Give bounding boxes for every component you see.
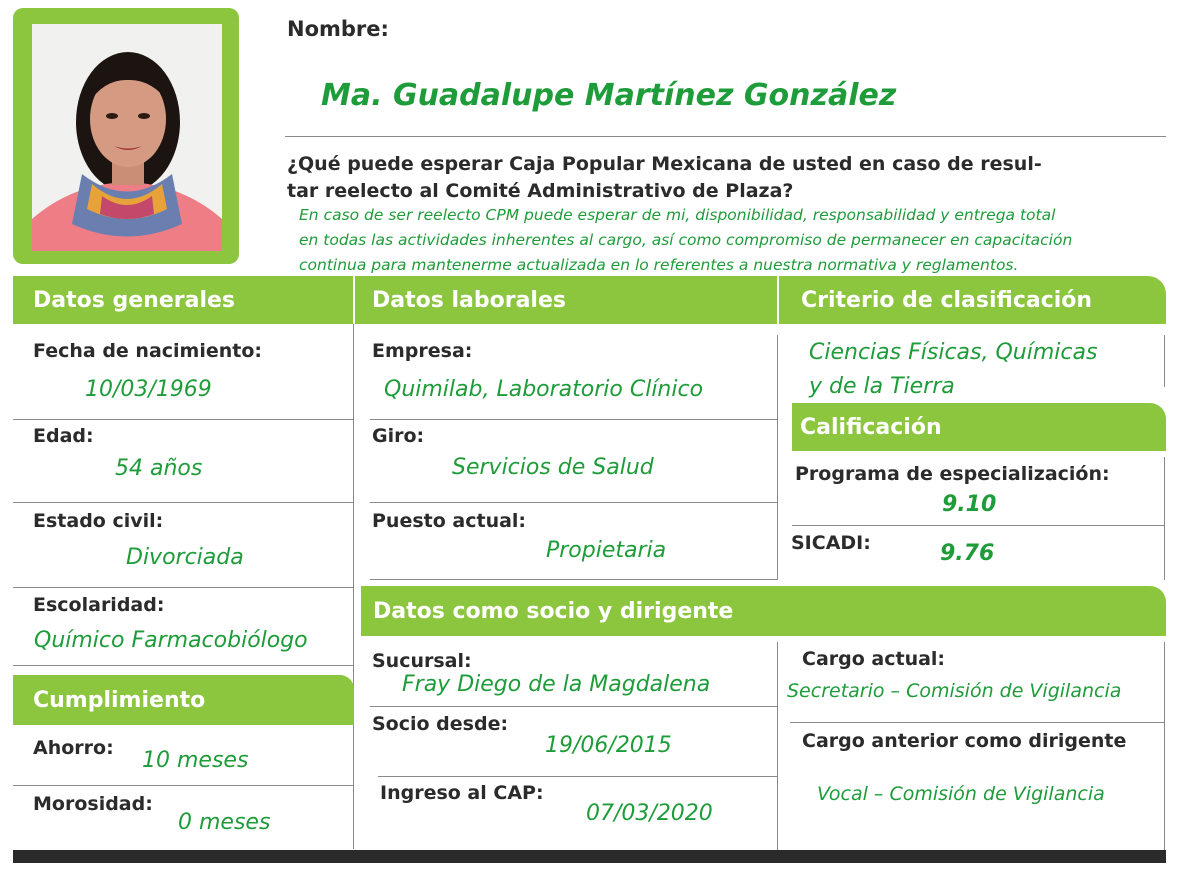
- answer-line-1: En caso de ser reelecto CPM puede esperar de mi, disponibilidad, responsabilidad y entrega total: [299, 206, 1056, 224]
- ahorro-value: 10 meses: [142, 748, 249, 773]
- candidate-photo: [32, 24, 222, 251]
- socio-header: Datos como socio y dirigente: [361, 586, 1166, 636]
- cargo-actual-label: Cargo actual:: [802, 648, 946, 670]
- column-divider: [777, 335, 778, 580]
- fecha-label: Fecha de nacimiento:: [33, 340, 263, 362]
- row-divider: [370, 419, 777, 420]
- row-divider: [370, 706, 777, 707]
- answer-line-2: en todas las actividades inherentes al cargo, así como compromiso de permanecer en capacitación: [299, 231, 1073, 249]
- criterio-line-2: y de la Tierra: [809, 374, 955, 399]
- empresa-value: Quimilab, Laboratorio Clínico: [384, 377, 704, 402]
- row-divider: [13, 419, 353, 420]
- row-divider: [370, 579, 777, 580]
- row-divider: [13, 502, 353, 503]
- socio-desde-value: 19/06/2015: [545, 733, 672, 758]
- datos-generales-header: Datos generales: [13, 276, 353, 324]
- sicadi-label: SICADI:: [791, 532, 871, 554]
- socio-desde-label: Socio desde:: [372, 713, 509, 735]
- puesto-value: Propietaria: [546, 538, 667, 563]
- row-divider: [13, 785, 353, 786]
- cargo-anterior-value: Vocal – Comisión de Vigilancia: [817, 783, 1105, 805]
- row-divider: [378, 776, 777, 777]
- column-divider: [1164, 335, 1165, 387]
- ingreso-value: 07/03/2020: [586, 801, 713, 826]
- datos-laborales-header: Datos laborales: [355, 276, 777, 324]
- cargo-anterior-label: Cargo anterior como dirigente: [802, 730, 1127, 752]
- cargo-actual-value: Secretario – Comisión de Vigilancia: [787, 680, 1122, 702]
- fecha-value: 10/03/1969: [85, 377, 212, 402]
- bottom-bar: [13, 850, 1166, 863]
- row-divider: [790, 722, 1164, 723]
- empresa-label: Empresa:: [372, 340, 473, 362]
- column-divider: [353, 324, 354, 849]
- sicadi-value: 9.76: [940, 541, 995, 566]
- question-line-1: ¿Qué puede esperar Caja Popular Mexicana de usted en caso de resul-: [287, 153, 1042, 175]
- programa-value: 9.10: [942, 492, 997, 517]
- answer-line-3: continua para mantenerme actualizada en lo referentes a nuestra normativa y reglamentos.: [299, 256, 1019, 274]
- sucursal-label: Sucursal:: [372, 650, 472, 672]
- morosidad-value: 0 meses: [178, 810, 271, 835]
- puesto-label: Puesto actual:: [372, 510, 527, 532]
- question-line-2: tar reelecto al Comité Administrativo de Plaza?: [287, 180, 794, 202]
- criterio-line-1: Ciencias Físicas, Químicas: [809, 340, 1098, 365]
- row-divider: [370, 502, 777, 503]
- criterio-header: Criterio de clasificación: [779, 276, 1166, 324]
- escolaridad-label: Escolaridad:: [33, 594, 165, 616]
- morosidad-label: Morosidad:: [33, 793, 153, 815]
- edad-label: Edad:: [33, 425, 94, 447]
- column-divider: [777, 642, 778, 850]
- column-divider: [1164, 642, 1165, 850]
- estado-civil-label: Estado civil:: [33, 510, 164, 532]
- name-divider: [285, 136, 1166, 137]
- programa-label: Programa de especialización:: [795, 463, 1110, 485]
- cumplimiento-header: Cumplimiento: [13, 675, 354, 725]
- ingreso-label: Ingreso al CAP:: [380, 782, 544, 804]
- giro-label: Giro:: [372, 425, 425, 447]
- calificacion-header: Calificación: [792, 403, 1166, 451]
- sucursal-value: Fray Diego de la Magdalena: [402, 672, 711, 697]
- person-photo-icon: [32, 24, 222, 251]
- giro-value: Servicios de Salud: [452, 455, 654, 480]
- candidate-name: Ma. Guadalupe Martínez González: [321, 78, 897, 113]
- row-divider: [13, 665, 353, 666]
- escolaridad-value: Químico Farmacobiólogo: [34, 628, 308, 653]
- estado-civil-value: Divorciada: [126, 545, 244, 570]
- edad-value: 54 años: [115, 456, 203, 481]
- ahorro-label: Ahorro:: [33, 737, 114, 759]
- column-divider: [1164, 457, 1165, 580]
- row-divider: [13, 587, 353, 588]
- row-divider: [792, 525, 1164, 526]
- nombre-label: Nombre:: [287, 17, 389, 41]
